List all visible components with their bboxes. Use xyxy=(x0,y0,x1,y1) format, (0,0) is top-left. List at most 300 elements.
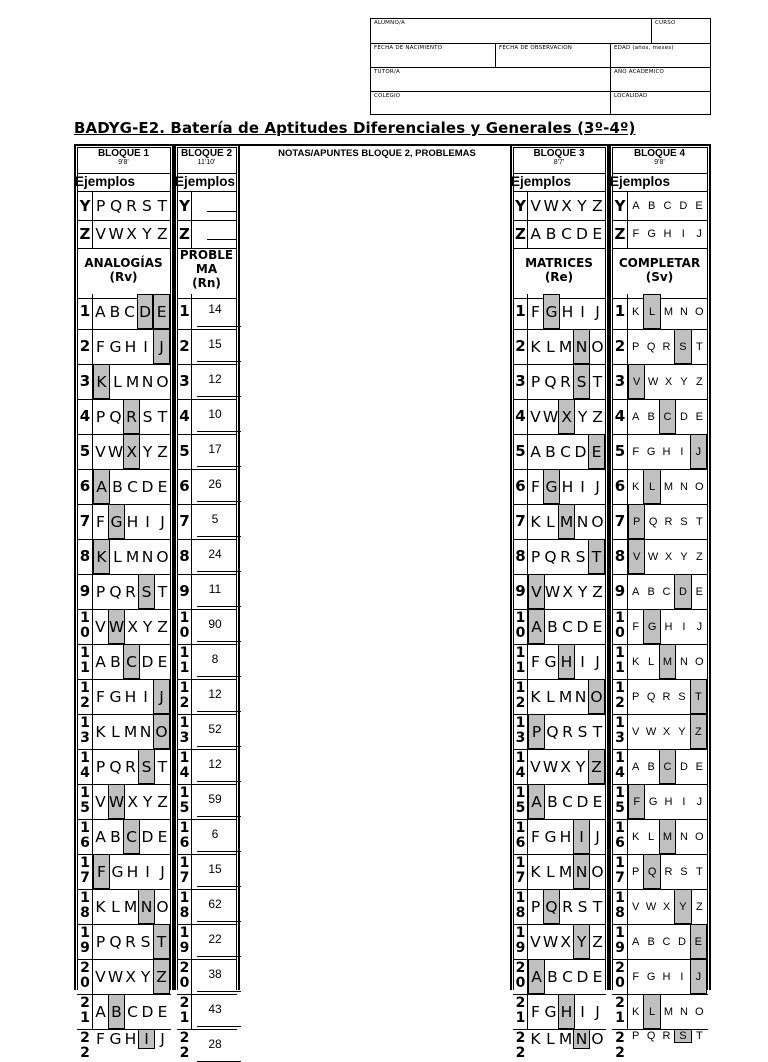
option-letter[interactable]: X xyxy=(562,582,574,601)
marked-option[interactable]: Q xyxy=(643,854,660,889)
answer-options-b4[interactable] xyxy=(628,399,707,434)
option-letter[interactable]: J xyxy=(595,1002,600,1021)
option-letter[interactable]: W xyxy=(542,407,559,426)
answer-options-b4[interactable] xyxy=(628,924,707,959)
option-letter[interactable]: P xyxy=(530,897,541,916)
option-letter[interactable]: P xyxy=(95,932,106,951)
marked-option[interactable]: A xyxy=(93,469,110,504)
answer-options-b4[interactable] xyxy=(628,679,707,714)
answer-options-b1[interactable] xyxy=(93,539,170,574)
option-letter[interactable]: I xyxy=(143,337,148,356)
option-letter[interactable]: X xyxy=(662,725,671,738)
answer-options-b1[interactable] xyxy=(93,434,170,469)
answer-options-b4[interactable] xyxy=(628,749,707,784)
marked-option[interactable]: S xyxy=(138,749,155,784)
marked-option[interactable]: F xyxy=(93,854,110,889)
option-letter[interactable]: R xyxy=(125,932,136,951)
option-letter[interactable]: G xyxy=(646,970,656,983)
answer-options-b4[interactable] xyxy=(628,294,707,329)
option-letter[interactable]: N xyxy=(679,655,688,668)
answer-options-b4[interactable] xyxy=(628,644,707,679)
option-letter[interactable]: Y xyxy=(678,725,686,738)
option-letter[interactable]: V xyxy=(530,197,541,215)
answer-options-b3[interactable] xyxy=(528,504,605,539)
option-letter[interactable]: P xyxy=(96,197,106,215)
option-letter[interactable]: X xyxy=(664,375,673,388)
option-letter[interactable]: G xyxy=(109,687,122,706)
option-letter[interactable]: Z xyxy=(157,792,168,811)
option-letter[interactable]: N xyxy=(139,722,152,741)
option-letter[interactable]: S xyxy=(142,407,153,426)
option-letter[interactable]: V xyxy=(632,725,640,738)
option-letter[interactable]: W xyxy=(645,725,657,738)
option-letter[interactable]: O xyxy=(695,480,704,493)
option-letter[interactable]: E xyxy=(157,652,168,671)
marked-option[interactable]: G xyxy=(643,609,660,644)
option-letter[interactable]: G xyxy=(544,827,557,846)
option-letter[interactable]: M xyxy=(558,1030,573,1048)
option-letter[interactable]: F xyxy=(531,477,540,496)
option-letter[interactable]: Y xyxy=(142,617,153,636)
option-letter[interactable]: A xyxy=(632,200,640,212)
marked-option[interactable]: T xyxy=(690,679,707,714)
option-letter[interactable]: Q xyxy=(646,690,656,703)
option-letter[interactable]: Z xyxy=(592,582,603,601)
option-letter[interactable]: R xyxy=(662,340,671,353)
option-letter[interactable]: O xyxy=(695,830,704,843)
field-edad[interactable] xyxy=(611,44,711,68)
option-letter[interactable]: J xyxy=(696,228,702,240)
option-letter[interactable]: Y xyxy=(142,792,153,811)
option-letter[interactable]: D xyxy=(574,442,587,461)
answer-options-b1[interactable] xyxy=(93,784,170,819)
marked-option[interactable]: L xyxy=(643,994,660,1029)
option-letter[interactable]: E xyxy=(695,585,703,598)
answer-options-b3[interactable] xyxy=(528,749,605,784)
marked-option[interactable]: X xyxy=(123,434,140,469)
option-letter[interactable]: O xyxy=(156,897,169,916)
marked-option[interactable]: C xyxy=(659,399,676,434)
option-letter[interactable]: V xyxy=(95,792,106,811)
option-letter[interactable]: E xyxy=(157,477,168,496)
answer-options-b3[interactable] xyxy=(528,399,605,434)
answer-options-b1[interactable] xyxy=(93,854,170,889)
option-letter[interactable]: K xyxy=(530,337,541,356)
option-letter[interactable]: B xyxy=(547,792,558,811)
option-letter[interactable]: I xyxy=(580,477,585,496)
answer-options-b3[interactable] xyxy=(528,364,605,399)
option-letter[interactable]: M xyxy=(663,480,674,493)
answer-options-b4[interactable] xyxy=(628,364,707,399)
marked-option[interactable]: M xyxy=(659,819,676,854)
option-letter[interactable]: L xyxy=(546,337,555,356)
option-letter[interactable]: O xyxy=(591,337,604,356)
example-options-b1[interactable] xyxy=(93,220,170,248)
option-letter[interactable]: C xyxy=(662,585,671,598)
option-letter[interactable]: O xyxy=(695,305,704,318)
option-letter[interactable]: S xyxy=(142,197,152,215)
option-letter[interactable]: V xyxy=(95,225,106,243)
answer-options-b3[interactable] xyxy=(528,714,605,749)
option-letter[interactable]: E xyxy=(592,617,603,636)
option-letter[interactable]: D xyxy=(141,477,154,496)
option-letter[interactable]: R xyxy=(662,1030,671,1042)
option-letter[interactable]: C xyxy=(127,1002,138,1021)
marked-option[interactable]: L xyxy=(643,294,660,329)
option-letter[interactable]: R xyxy=(664,515,673,528)
field-localidad[interactable] xyxy=(611,92,711,115)
marked-option[interactable]: S xyxy=(138,574,155,609)
answer-options-b3[interactable] xyxy=(528,434,605,469)
option-letter[interactable]: R xyxy=(662,690,671,703)
option-letter[interactable]: S xyxy=(680,515,688,528)
option-letter[interactable]: T xyxy=(157,197,168,215)
answer-options-b3[interactable] xyxy=(528,644,605,679)
answer-options-b1[interactable] xyxy=(93,714,170,749)
option-letter[interactable]: M xyxy=(558,687,573,706)
option-letter[interactable]: B xyxy=(547,967,558,986)
option-letter[interactable]: Z xyxy=(695,550,703,563)
option-letter[interactable]: E xyxy=(592,792,603,811)
option-letter[interactable]: E xyxy=(695,200,703,212)
option-letter[interactable]: R xyxy=(126,197,137,215)
marked-option[interactable]: Y xyxy=(674,889,691,924)
marked-option[interactable]: J xyxy=(153,679,170,714)
option-letter[interactable]: D xyxy=(679,410,688,423)
example-options-b4[interactable] xyxy=(628,192,707,220)
marked-option[interactable]: K xyxy=(93,364,110,399)
answer-options-b1[interactable] xyxy=(93,609,170,644)
option-letter[interactable]: N xyxy=(679,830,688,843)
option-letter[interactable]: B xyxy=(647,410,655,423)
answer-options-b4[interactable] xyxy=(628,784,707,819)
option-letter[interactable]: J xyxy=(696,620,703,633)
option-letter[interactable]: Y xyxy=(140,967,151,986)
option-letter[interactable]: H xyxy=(662,445,671,458)
option-letter[interactable]: D xyxy=(141,827,154,846)
option-letter[interactable]: Z xyxy=(157,442,168,461)
option-letter[interactable]: J xyxy=(160,1030,165,1048)
marked-option[interactable]: W xyxy=(108,784,125,819)
answer-options-b3[interactable] xyxy=(528,329,605,364)
option-letter[interactable]: F xyxy=(96,512,105,531)
option-letter[interactable]: N xyxy=(141,547,154,566)
option-letter[interactable]: F xyxy=(632,228,640,240)
option-letter[interactable]: F xyxy=(96,687,105,706)
answer-options-b1[interactable] xyxy=(93,889,170,924)
option-letter[interactable]: I xyxy=(681,228,685,240)
option-letter[interactable]: M xyxy=(125,372,140,391)
option-letter[interactable]: A xyxy=(632,935,640,948)
option-letter[interactable]: V xyxy=(530,757,541,776)
option-letter[interactable]: P xyxy=(95,407,106,426)
option-letter[interactable]: P xyxy=(632,865,640,878)
option-letter[interactable]: W xyxy=(543,197,559,215)
marked-option[interactable]: C xyxy=(123,819,140,854)
option-letter[interactable]: H xyxy=(559,827,572,846)
option-letter[interactable]: W xyxy=(542,757,559,776)
option-letter[interactable]: Q xyxy=(544,547,557,566)
option-letter[interactable]: C xyxy=(561,225,572,243)
option-letter[interactable]: P xyxy=(530,547,541,566)
marked-option[interactable]: N xyxy=(138,889,155,924)
option-letter[interactable]: R xyxy=(560,547,571,566)
option-letter[interactable]: F xyxy=(632,445,640,458)
field-curso[interactable] xyxy=(652,19,711,44)
option-letter[interactable]: T xyxy=(695,1030,703,1042)
answer-options-b1[interactable] xyxy=(93,819,170,854)
option-letter[interactable]: V xyxy=(95,617,106,636)
option-letter[interactable]: J xyxy=(696,795,703,808)
marked-option[interactable]: H xyxy=(558,994,575,1029)
option-letter[interactable]: B xyxy=(547,617,558,636)
answer-options-b3[interactable] xyxy=(528,679,605,714)
option-letter[interactable]: Z xyxy=(157,225,168,243)
option-letter[interactable]: C xyxy=(663,200,672,212)
marked-option[interactable]: Z xyxy=(690,714,707,749)
option-letter[interactable]: I xyxy=(680,445,684,458)
option-letter[interactable]: C xyxy=(127,477,138,496)
option-letter[interactable]: B xyxy=(545,225,557,243)
field-tutor[interactable] xyxy=(371,68,611,92)
answer-options-b4[interactable] xyxy=(628,504,707,539)
option-letter[interactable]: J xyxy=(595,652,600,671)
option-letter[interactable]: H xyxy=(124,337,137,356)
option-letter[interactable]: H xyxy=(662,970,671,983)
marked-option[interactable]: N xyxy=(573,854,590,889)
option-letter[interactable]: I xyxy=(580,652,585,671)
option-letter[interactable]: G xyxy=(648,795,658,808)
option-letter[interactable]: I xyxy=(143,687,148,706)
field-fecha-nacimiento[interactable] xyxy=(371,44,496,68)
option-letter[interactable]: Y xyxy=(577,407,588,426)
answer-options-b1[interactable] xyxy=(93,959,170,994)
option-letter[interactable]: O xyxy=(695,655,704,668)
option-letter[interactable]: F xyxy=(96,337,105,356)
option-letter[interactable]: V xyxy=(632,900,640,913)
option-letter[interactable]: K xyxy=(530,1030,541,1048)
answer-options-b4[interactable] xyxy=(628,959,707,994)
marked-option[interactable]: X xyxy=(558,399,575,434)
option-letter[interactable]: L xyxy=(111,722,120,741)
option-letter[interactable]: M xyxy=(558,337,573,356)
option-letter[interactable]: I xyxy=(145,862,150,881)
option-letter[interactable]: S xyxy=(577,722,588,741)
option-letter[interactable]: T xyxy=(592,372,603,391)
option-letter[interactable]: A xyxy=(95,1002,106,1021)
option-letter[interactable]: Z xyxy=(695,900,703,913)
marked-option[interactable]: V xyxy=(528,574,545,609)
option-letter[interactable]: T xyxy=(157,757,168,776)
option-letter[interactable]: W xyxy=(647,550,659,563)
option-letter[interactable]: C xyxy=(560,442,571,461)
option-letter[interactable]: Q xyxy=(110,197,123,215)
option-letter[interactable]: L xyxy=(546,512,555,531)
option-letter[interactable]: M xyxy=(123,722,138,741)
option-letter[interactable]: E xyxy=(695,410,703,423)
option-letter[interactable]: L xyxy=(546,862,555,881)
option-letter[interactable]: R xyxy=(125,757,136,776)
option-letter[interactable]: I xyxy=(680,970,684,983)
option-letter[interactable]: P xyxy=(632,690,640,703)
option-letter[interactable]: Z xyxy=(695,375,703,388)
option-letter[interactable]: N xyxy=(141,372,154,391)
option-letter[interactable]: D xyxy=(576,967,589,986)
answer-options-b3[interactable] xyxy=(528,609,605,644)
option-letter[interactable]: J xyxy=(160,862,165,881)
option-letter[interactable]: D xyxy=(679,200,688,212)
option-letter[interactable]: G xyxy=(646,445,656,458)
marked-option[interactable]: Z xyxy=(153,959,170,994)
option-letter[interactable]: X xyxy=(125,967,137,986)
option-letter[interactable]: D xyxy=(575,225,588,243)
field-alumno[interactable] xyxy=(371,19,652,44)
option-letter[interactable]: W xyxy=(647,375,659,388)
answer-options-b4[interactable] xyxy=(628,1029,707,1043)
answer-options-b1[interactable] xyxy=(93,1029,170,1049)
option-letter[interactable]: A xyxy=(95,827,106,846)
marked-option[interactable]: O xyxy=(153,714,170,749)
option-letter[interactable]: A xyxy=(94,302,106,321)
option-letter[interactable]: B xyxy=(112,477,123,496)
marked-option[interactable]: E xyxy=(690,924,707,959)
option-letter[interactable]: M xyxy=(663,1005,674,1018)
marked-option[interactable]: W xyxy=(108,609,125,644)
option-letter[interactable]: Q xyxy=(648,515,658,528)
option-letter[interactable]: H xyxy=(124,687,137,706)
option-letter[interactable]: W xyxy=(107,967,124,986)
option-letter[interactable]: V xyxy=(530,407,541,426)
answer-options-b4[interactable] xyxy=(628,434,707,469)
option-letter[interactable]: O xyxy=(591,862,604,881)
option-letter[interactable]: L xyxy=(648,830,655,843)
marked-option[interactable]: L xyxy=(643,469,660,504)
option-letter[interactable]: D xyxy=(576,792,589,811)
option-letter[interactable]: W xyxy=(544,582,561,601)
option-letter[interactable]: N xyxy=(576,512,589,531)
option-letter[interactable]: O xyxy=(591,1030,604,1048)
option-letter[interactable]: Q xyxy=(109,407,122,426)
option-letter[interactable]: Q xyxy=(546,722,559,741)
marked-option[interactable]: S xyxy=(573,364,590,399)
option-letter[interactable]: M xyxy=(123,897,138,916)
option-letter[interactable]: W xyxy=(108,225,124,243)
answer-options-b4[interactable] xyxy=(628,329,707,364)
option-letter[interactable]: G xyxy=(109,1030,122,1048)
marked-option[interactable]: I xyxy=(138,1029,155,1049)
option-letter[interactable]: Y xyxy=(680,550,688,563)
answer-options-b1[interactable] xyxy=(93,504,170,539)
option-letter[interactable]: J xyxy=(595,477,600,496)
marked-option[interactable]: B xyxy=(108,994,125,1029)
option-letter[interactable]: Q xyxy=(646,340,656,353)
marked-option[interactable]: V xyxy=(628,539,645,574)
option-letter[interactable]: L xyxy=(648,655,655,668)
option-letter[interactable]: A xyxy=(632,760,640,773)
option-letter[interactable]: A xyxy=(95,652,106,671)
option-letter[interactable]: H xyxy=(664,795,673,808)
option-letter[interactable]: H xyxy=(561,477,574,496)
marked-option[interactable]: J xyxy=(690,434,707,469)
option-letter[interactable]: R xyxy=(562,722,573,741)
option-letter[interactable]: I xyxy=(682,620,686,633)
option-letter[interactable]: K xyxy=(632,1005,640,1018)
option-letter[interactable]: X xyxy=(664,550,673,563)
option-letter[interactable]: F xyxy=(531,302,540,321)
option-letter[interactable]: B xyxy=(545,442,556,461)
option-letter[interactable]: B xyxy=(647,760,655,773)
option-letter[interactable]: G xyxy=(111,862,124,881)
option-letter[interactable]: W xyxy=(645,900,657,913)
option-letter[interactable]: M xyxy=(663,305,674,318)
example-options-b1[interactable] xyxy=(93,192,170,220)
marked-option[interactable]: D xyxy=(137,294,154,329)
option-letter[interactable]: G xyxy=(647,228,656,240)
option-letter[interactable]: L xyxy=(546,687,555,706)
option-letter[interactable]: W xyxy=(542,932,559,951)
option-letter[interactable]: F xyxy=(531,652,540,671)
marked-option[interactable]: S xyxy=(674,1029,691,1043)
option-letter[interactable]: E xyxy=(157,1002,168,1021)
option-letter[interactable]: A xyxy=(530,442,541,461)
option-letter[interactable]: D xyxy=(141,1002,154,1021)
marked-option[interactable]: C xyxy=(659,749,676,784)
option-letter[interactable]: D xyxy=(677,935,686,948)
option-letter[interactable]: Z xyxy=(157,617,168,636)
answer-options-b4[interactable] xyxy=(628,819,707,854)
option-letter[interactable]: Q xyxy=(646,1030,656,1042)
option-letter[interactable]: O xyxy=(156,372,169,391)
option-letter[interactable]: P xyxy=(95,582,106,601)
option-letter[interactable]: Y xyxy=(577,582,588,601)
answer-options-b3[interactable] xyxy=(528,819,605,854)
option-letter[interactable]: V xyxy=(530,932,541,951)
option-letter[interactable]: P xyxy=(530,372,541,391)
option-letter[interactable]: I xyxy=(580,302,585,321)
answer-options-b3[interactable] xyxy=(528,1029,605,1049)
option-letter[interactable]: N xyxy=(679,480,688,493)
marked-option[interactable]: A xyxy=(528,609,545,644)
answer-options-b3[interactable] xyxy=(528,959,605,994)
option-letter[interactable]: L xyxy=(546,1030,555,1048)
option-letter[interactable]: A xyxy=(530,225,541,243)
option-letter[interactable]: P xyxy=(632,1030,640,1042)
answer-options-b3[interactable] xyxy=(528,469,605,504)
option-letter[interactable]: X xyxy=(126,225,137,243)
marked-option[interactable]: I xyxy=(573,819,590,854)
marked-option[interactable]: A xyxy=(528,959,545,994)
option-letter[interactable]: T xyxy=(157,407,168,426)
marked-option[interactable]: E xyxy=(588,434,605,469)
answer-options-b3[interactable] xyxy=(528,574,605,609)
option-letter[interactable]: Q xyxy=(544,372,557,391)
marked-option[interactable]: N xyxy=(573,1029,590,1049)
option-letter[interactable]: V xyxy=(95,442,106,461)
option-letter[interactable]: B xyxy=(109,302,121,321)
option-letter[interactable]: O xyxy=(695,1005,704,1018)
answer-options-b1[interactable] xyxy=(93,399,170,434)
marked-option[interactable]: P xyxy=(628,504,645,539)
option-letter[interactable]: T xyxy=(592,722,603,741)
option-letter[interactable]: L xyxy=(111,897,120,916)
answer-options-b4[interactable] xyxy=(628,469,707,504)
option-letter[interactable]: K xyxy=(530,687,541,706)
option-letter[interactable]: Z xyxy=(592,932,603,951)
option-letter[interactable]: C xyxy=(562,967,573,986)
option-letter[interactable]: Y xyxy=(142,442,153,461)
option-letter[interactable]: H xyxy=(561,302,574,321)
answer-options-b3[interactable] xyxy=(528,889,605,924)
